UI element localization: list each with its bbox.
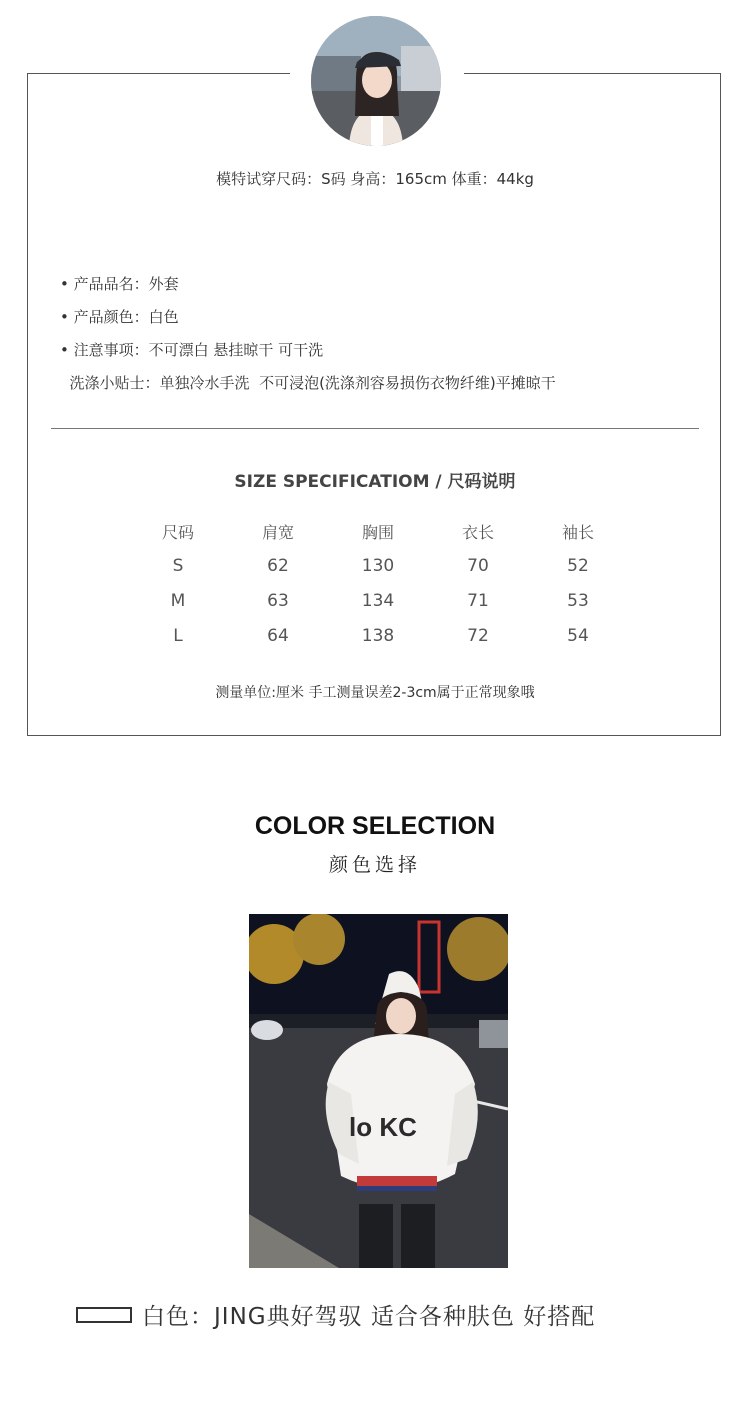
size-spec-title: SIZE SPECIFICATIOM / 尺码说明: [234, 472, 516, 492]
model-fitting-info: 模特试穿尺码：S码 身高：165cm 体重：44kg: [216, 170, 534, 188]
product-photo: [249, 914, 508, 1268]
product-color: • 产品颜色：白色: [60, 308, 179, 326]
table-cell: 63: [267, 590, 289, 611]
measurement-note: 测量单位:厘米 手工测量误差2-3cm属于正常现象哦: [215, 685, 535, 701]
care-notes: • 注意事项：不可漂白 悬挂晾干 可干洗: [60, 341, 324, 359]
divider: [51, 428, 699, 429]
header-shoulder: 肩宽: [261, 523, 294, 542]
header-sleeve: 袖长: [561, 523, 594, 542]
table-cell: 138: [361, 625, 395, 646]
table-cell: 52: [567, 555, 589, 576]
table-cell: M: [170, 590, 186, 611]
table-cell: 70: [467, 555, 489, 576]
table-cell: S: [172, 555, 184, 576]
white-color-swatch: [76, 1307, 132, 1323]
product-name: • 产品品名：外套: [60, 275, 179, 293]
model-avatar: [311, 16, 441, 146]
svg-text:lo KC: lo KC: [349, 1112, 417, 1142]
table-row: [128, 583, 628, 618]
size-table-header: [128, 520, 628, 548]
color-selection-title: COLOR SELECTION: [254, 812, 496, 840]
table-row: [128, 618, 628, 653]
table-row: [128, 548, 628, 583]
header-size: 尺码: [161, 523, 194, 542]
size-table: [128, 520, 628, 653]
table-cell: 64: [267, 625, 289, 646]
table-cell: 54: [567, 625, 589, 646]
table-cell: 130: [361, 555, 395, 576]
header-length: 衣长: [461, 523, 494, 542]
table-cell: 71: [467, 590, 489, 611]
color-option-label: 白色：JING典好驾驭 适合各种肤色 好搭配: [142, 1304, 596, 1330]
table-cell: 134: [361, 590, 395, 611]
header-chest: 胸围: [361, 523, 394, 542]
table-cell: L: [173, 625, 183, 646]
color-option: [76, 1298, 595, 1331]
table-cell: 53: [567, 590, 589, 611]
color-selection-subtitle: 颜色选择: [328, 854, 421, 876]
washing-tips: 洗涤小贴士：单独冷水手洗 不可浸泡(洗涤剂容易损伤衣物纤维)平摊晾干: [60, 374, 556, 392]
table-cell: 72: [467, 625, 489, 646]
table-cell: 62: [267, 555, 289, 576]
